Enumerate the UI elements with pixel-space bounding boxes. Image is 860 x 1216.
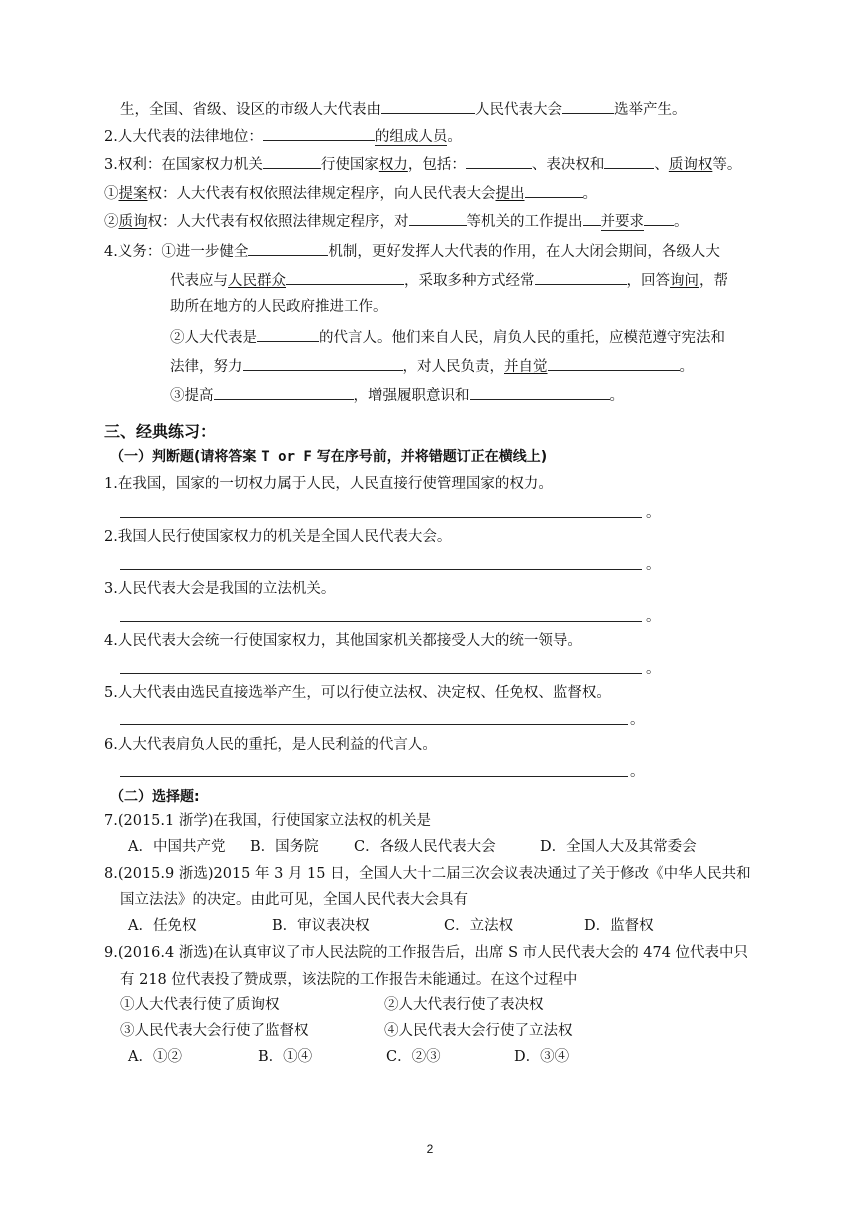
- underlined-text: 并要求: [600, 214, 644, 230]
- answer-line[interactable]: [120, 724, 628, 725]
- period: 。: [646, 609, 661, 625]
- period: 。: [630, 764, 645, 780]
- underlined-text: 提出: [495, 186, 525, 202]
- page-number: 2: [426, 1142, 434, 1156]
- blank: [470, 384, 610, 400]
- underlined-text: 并自觉: [504, 359, 548, 375]
- blank: [535, 269, 627, 285]
- text: 权：人大代表有权依照法律规定程序，对: [147, 214, 409, 230]
- q9-option-b[interactable]: B．①④: [258, 1049, 313, 1065]
- text: 人民代表大会: [475, 102, 562, 118]
- text: 等。: [712, 157, 742, 173]
- blank: [604, 153, 654, 169]
- text: 选举产生。: [614, 102, 687, 118]
- text: 。: [582, 186, 597, 202]
- q7-option-c[interactable]: C．各级人民代表大会: [354, 839, 496, 855]
- text: 助所在地方的人民政府推进工作。: [170, 299, 388, 315]
- blank: [214, 384, 354, 400]
- blank: [583, 210, 601, 226]
- q9-statement-2: ②人大代表行使了表决权: [384, 997, 544, 1013]
- text: 法律，努力: [170, 359, 243, 375]
- answer-line[interactable]: [120, 673, 642, 674]
- judge-question-6: 6.人大代表肩负人民的重托，是人民利益的代言人。: [104, 737, 437, 753]
- q9-option-d[interactable]: D．③④: [514, 1049, 570, 1065]
- underlined-text: 权力: [378, 157, 408, 173]
- period: 。: [646, 557, 661, 573]
- q9-statement-4: ④人民代表大会行使了立法权: [384, 1023, 573, 1039]
- text: 的代言人。他们来自人民，肩负人民的重托，应模范遵守宪法和: [319, 330, 725, 346]
- text: （一）判断题(请将答案: [110, 449, 262, 465]
- q8-option-c[interactable]: C．立法权: [444, 918, 514, 934]
- text: ，增强履职意识和: [353, 388, 470, 404]
- period: 。: [646, 505, 661, 521]
- text: 代表应与: [170, 273, 228, 289]
- blank: [409, 210, 467, 226]
- answer-line[interactable]: [120, 517, 642, 518]
- underlined-text: 人民群众: [228, 273, 286, 289]
- text: 等机关的工作提出: [466, 214, 583, 230]
- blank: [257, 326, 319, 342]
- q8-option-b[interactable]: B．审议表决权: [272, 918, 370, 934]
- text: 4.义务：①进一步健全: [104, 244, 249, 260]
- blank: [248, 240, 328, 256]
- answer-line[interactable]: [120, 569, 642, 570]
- text: 2.人大代表的法律地位：: [104, 129, 263, 145]
- fill-line-5: [104, 210, 689, 232]
- text: 。: [609, 388, 624, 404]
- blank: [525, 182, 583, 198]
- blank: [644, 210, 674, 226]
- blank: [263, 153, 321, 169]
- fill-line-7: [170, 269, 728, 291]
- blank: [548, 355, 680, 371]
- q8-stem-2: 国立法法》的决定。由此可见，全国人民代表大会具有: [120, 892, 468, 908]
- underlined-text: 提案: [118, 186, 148, 202]
- answer-line[interactable]: [120, 621, 642, 622]
- underlined-text: 的组成人员: [374, 129, 448, 145]
- text: 生，全国、省级、设区的市级人大代表由: [120, 102, 381, 118]
- fill-line-9: [170, 326, 725, 348]
- fill-line-11: [170, 384, 624, 406]
- underlined-text: 询问: [670, 273, 699, 289]
- judge-question-1: 1.在我国，国家的一切权力属于人民，人民直接行使管理国家的权力。: [104, 476, 553, 492]
- q7-option-a[interactable]: A．中国共产党: [128, 839, 226, 855]
- answer-line[interactable]: [120, 776, 628, 777]
- period: 。: [630, 712, 645, 728]
- fill-line-2: [104, 125, 462, 147]
- text: ，包括：: [407, 157, 466, 173]
- text: ③提高: [170, 388, 214, 404]
- blank: [263, 125, 375, 141]
- text: 、表决权和: [531, 157, 605, 173]
- q7-stem: 7.(2015.1 浙学)在我国，行使国家立法权的机关是: [104, 813, 431, 829]
- q9-statement-1: ①人大代表行使了质询权: [120, 997, 280, 1013]
- choice-title: （二）选择题:: [110, 789, 200, 805]
- q8-stem-1: 8.(2015.9 浙选)2015 年 3 月 15 日，全国人大十二届三次会议表决通过了关于修改《中华人民共和: [104, 866, 751, 882]
- judge-question-5: 5.人大代表由选民直接选举产生，可以行使立法权、决定权、任免权、监督权。: [104, 685, 611, 701]
- judge-question-2: 2.我国人民行使国家权力的机关是全国人民代表大会。: [104, 529, 452, 545]
- underlined-text: 质询权: [668, 157, 713, 173]
- underlined-text: 质询: [118, 214, 148, 230]
- text: ①: [104, 186, 119, 202]
- text: 、: [654, 157, 669, 173]
- text: 3.权利：在国家权力机关: [104, 157, 263, 173]
- q9-stem-1: 9.(2016.4 浙选)在认真审议了市人民法院的工作报告后，出席 S 市人民代表大会的 474 位代表中只: [104, 945, 749, 961]
- blank: [466, 153, 532, 169]
- q9-stem-2: 有 218 位代表投了赞成票，该法院的工作报告未能通过。在这个过程中: [120, 972, 578, 988]
- blank: [286, 269, 404, 285]
- text: T or F: [261, 449, 312, 465]
- text: 。: [679, 359, 694, 375]
- blank: [381, 98, 475, 114]
- fill-line-4: [104, 182, 597, 204]
- q9-statement-3: ③人民代表大会行使了监督权: [120, 1023, 309, 1039]
- judge-title: [110, 447, 547, 467]
- fill-line-3: [104, 153, 741, 175]
- text: 。: [447, 129, 462, 145]
- text: 行使国家: [320, 157, 379, 173]
- q9-option-c[interactable]: C．②③: [386, 1049, 441, 1065]
- q8-option-a[interactable]: A．任免权: [128, 918, 197, 934]
- text: 。: [674, 214, 689, 230]
- q9-option-a[interactable]: A．①②: [128, 1049, 182, 1065]
- judge-question-4: 4.人民代表大会统一行使国家权力，其他国家机关都接受人大的统一领导。: [104, 633, 582, 649]
- text: ②: [104, 214, 119, 230]
- blank: [243, 355, 403, 371]
- fill-line-10: [170, 355, 694, 377]
- period: 。: [646, 661, 661, 677]
- judge-question-3: 3.人民代表大会是我国的立法机关。: [104, 581, 336, 597]
- text: ，回答: [626, 273, 670, 289]
- q8-option-d[interactable]: D．监督权: [584, 918, 654, 934]
- text: 机制，更好发挥人大代表的作用，在人大闭会期间，各级人大: [328, 244, 720, 260]
- text: ，采取多种方式经常: [404, 273, 535, 289]
- fill-line-1: [120, 98, 687, 120]
- text: ，帮: [699, 273, 728, 289]
- text: 写在序号前，并将错题订正在横线上): [311, 449, 548, 465]
- q7-option-b[interactable]: B．国务院: [250, 839, 319, 855]
- blank: [562, 98, 614, 114]
- text: ，对人民负责，: [402, 359, 504, 375]
- text: ②人大代表是: [170, 330, 257, 346]
- section-heading: 三、经典练习：: [104, 422, 217, 441]
- text: 权：人大代表有权依照法律规定程序，向人民代表大会: [147, 186, 496, 202]
- fill-line-8: [170, 297, 388, 317]
- q7-option-d[interactable]: D．全国人大及其常委会: [540, 839, 697, 855]
- fill-line-6: [104, 240, 720, 262]
